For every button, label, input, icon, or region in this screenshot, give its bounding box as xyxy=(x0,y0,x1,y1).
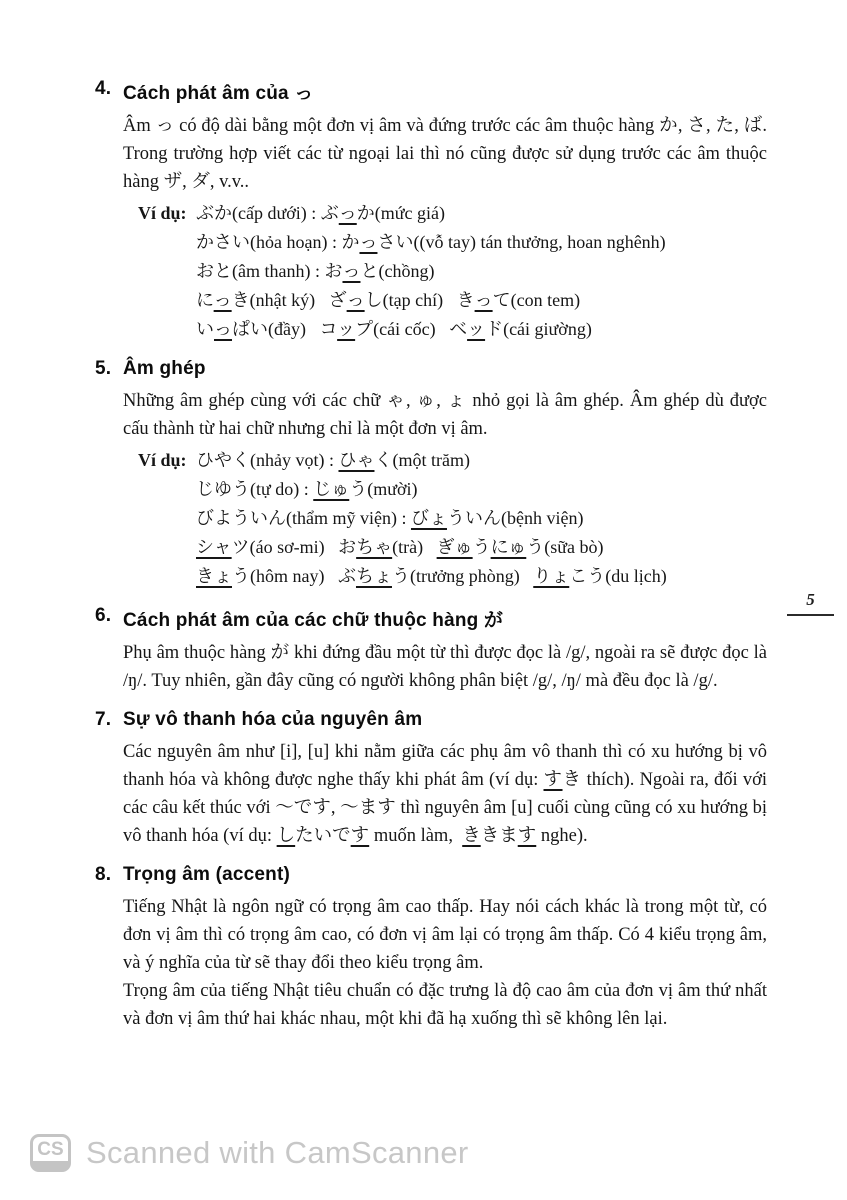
underlined-kana: っ xyxy=(346,290,365,310)
example-label: Ví dụ: xyxy=(138,203,187,223)
section-8 xyxy=(95,864,772,1033)
underlined-kana: き xyxy=(462,826,481,846)
example-line xyxy=(123,315,767,344)
underlined-kana: ッ xyxy=(467,319,486,339)
paragraph xyxy=(123,893,772,977)
section-title: Sự vô thanh hóa của nguyên âm xyxy=(123,709,423,730)
underlined-kana: っ xyxy=(214,319,232,339)
example-line xyxy=(123,533,767,562)
paragraph xyxy=(123,977,772,1033)
section-heading xyxy=(95,709,767,731)
text-segment: し(tạp chí) き xyxy=(364,290,475,310)
text-segment: ういん(bệnh viện) xyxy=(446,508,584,528)
text-segment: う(trưởng phòng) xyxy=(391,566,534,586)
section-6 xyxy=(95,605,772,695)
page-number xyxy=(787,590,834,616)
text-segment: う xyxy=(472,537,491,557)
text-segment: ぱい(đầy) コ xyxy=(232,319,338,339)
text-segment: (trà) xyxy=(392,537,437,557)
section-heading xyxy=(95,864,767,886)
example-text xyxy=(196,533,604,562)
text-segment: き(nhật ký) ざ xyxy=(231,290,347,310)
example-line xyxy=(123,286,767,315)
underlined-kana: っ xyxy=(474,290,493,310)
text-segment: て(con tem) xyxy=(492,290,581,310)
example-line xyxy=(123,257,767,286)
section-title: Cách phát âm của các chữ thuộc hàng が xyxy=(123,610,504,631)
underlined-kana: っ xyxy=(342,261,361,281)
text-segment: か(mức giá) xyxy=(356,203,445,223)
section-number: 5. xyxy=(95,358,112,379)
underlined-kana: っ xyxy=(359,232,378,252)
section-7 xyxy=(95,709,772,850)
text-segment: Tiếng Nhật là ngôn ngữ có trọng âm cao thấp. Hay nói cách khác là trong một từ, có đơn vị âm thì có trọng âm cao, có đơn vị âm lại có trọng âm thấp. Có 4 kiểu trọng âm, và ý nghĩa của từ sẽ thay đổi theo kiểu trọng âm. xyxy=(123,897,772,973)
example-line xyxy=(123,228,767,257)
examples-block xyxy=(123,446,767,591)
underlined-kana: にゅ xyxy=(490,537,527,557)
underlined-kana: っ xyxy=(213,290,232,310)
example-text xyxy=(196,446,470,475)
section-title: Trọng âm (accent) xyxy=(123,864,291,885)
underlined-kana: びょ xyxy=(410,508,447,528)
underlined-kana: じゅ xyxy=(313,479,350,499)
section-number: 7. xyxy=(95,709,112,730)
section-heading xyxy=(95,358,767,380)
text-segment: Âm っ có độ dài bằng một đơn vị âm và đứng trước các âm thuộc hàng か, さ, た, ば. Trong trường hợp viết các từ ngoại lai thì nó cũng được sử dụng trước các âm thuộc hàng ザ, ダ, v.v.. xyxy=(123,116,772,192)
section-body xyxy=(123,639,772,695)
underlined-kana: し xyxy=(276,826,296,846)
underlined-kana: す xyxy=(350,826,370,846)
text-segment: う(sữa bò) xyxy=(526,537,604,557)
underlined-kana: ちゃ xyxy=(356,537,393,557)
text-segment: Những âm ghép cùng với các chữ ゃ, ゅ, ょ nhỏ gọi là âm ghép. Âm ghép dù được cấu thành từ hai chữ nhưng chỉ là một đơn vị âm. xyxy=(123,391,772,439)
camscanner-footer xyxy=(30,1134,469,1172)
text-segment: ツ(áo sơ-mi) お xyxy=(231,537,357,557)
text-segment: Trọng âm của tiếng Nhật tiêu chuẩn có đặc trưng là độ cao âm của đơn vị âm thứ nhất và đơn vị âm thứ hai khác nhau, một khi đã hạ xuống thì sẽ không lên lại. xyxy=(123,981,772,1029)
underlined-kana: ッ xyxy=(337,319,356,339)
example-text xyxy=(196,475,418,504)
underlined-kana: きょ xyxy=(196,566,232,586)
example-text xyxy=(196,257,434,286)
underlined-kana: ちょ xyxy=(355,566,392,586)
camscanner-text: Scanned with CamScanner xyxy=(86,1135,469,1170)
text-segment: い xyxy=(196,319,214,339)
example-text xyxy=(196,504,583,533)
paragraph xyxy=(123,387,772,443)
underlined-kana: ひゃ xyxy=(338,450,375,470)
text-segment: かさい(hỏa hoạn) : か xyxy=(196,232,360,252)
text-segment: おと(âm thanh) : お xyxy=(196,261,343,281)
text-segment: nghe). xyxy=(536,826,588,846)
section-title: Cách phát âm của っ xyxy=(123,83,314,104)
text-segment: きま xyxy=(480,826,518,846)
section-number: 6. xyxy=(95,605,112,626)
text-segment: う(mười) xyxy=(349,479,418,499)
underlined-kana: ぎゅ xyxy=(436,537,473,557)
text-segment: に xyxy=(196,290,214,310)
example-line xyxy=(123,475,767,504)
example-text xyxy=(196,286,580,315)
text-segment: う(hôm nay) ぶ xyxy=(232,566,356,586)
example-line xyxy=(123,446,767,475)
example-text xyxy=(196,199,445,228)
text-segment: Các nguyên âm như [i], [u] khi nằm giữa các phụ âm vô thanh thì có xu hướng bị vô thanh hóa và không được nghe thấy khi phát âm (ví dụ: xyxy=(123,742,772,790)
section-body xyxy=(123,387,772,591)
text-segment: Phụ âm thuộc hàng が khi đứng đầu một từ thì được đọc là /g/, ngoài ra sẽ được đọc là /ŋ/. Tuy nhiên, gần đây cũng có người không phân biệt /g/, /ŋ/ mà đều đọc là /g/. xyxy=(123,643,772,691)
underlined-kana: す xyxy=(517,826,537,846)
camscanner-logo-text: CS xyxy=(37,1139,64,1160)
section-heading xyxy=(95,78,767,105)
paragraph xyxy=(123,112,772,196)
text-segment: く(một trăm) xyxy=(374,450,470,470)
example-text xyxy=(196,562,667,591)
page-number-value: 5 xyxy=(806,590,815,609)
example-text xyxy=(196,315,592,344)
section-5 xyxy=(95,358,772,591)
underlined-kana: りょ xyxy=(533,566,570,586)
paragraph xyxy=(123,639,772,695)
text-segment: ド(cái giường) xyxy=(485,319,592,339)
text-segment: と(chồng) xyxy=(360,261,435,281)
example-line xyxy=(123,562,767,591)
text-segment: ひやく(nhảy vọt) : xyxy=(196,450,339,470)
example-line xyxy=(123,199,767,228)
section-heading xyxy=(95,605,767,632)
section-body xyxy=(123,893,772,1033)
camscanner-logo-icon xyxy=(30,1134,71,1172)
text-segment: じゆう(tự do) : xyxy=(196,479,314,499)
section-4 xyxy=(95,78,772,344)
text-segment: muốn làm, xyxy=(369,826,463,846)
section-number: 8. xyxy=(95,864,112,885)
text-segment: プ(cái cốc) ベ xyxy=(355,319,468,339)
camscanner-logo-strip xyxy=(32,1161,69,1171)
text-segment: さい((vỗ tay) tán thưởng, hoan nghênh) xyxy=(377,232,666,252)
example-text xyxy=(196,228,666,257)
text-segment: びよういん(thẩm mỹ viện) : xyxy=(196,508,411,528)
underlined-kana: っ xyxy=(338,203,357,223)
text-segment: こう(du lịch) xyxy=(569,566,667,586)
underlined-kana: す xyxy=(543,770,563,790)
paragraph xyxy=(123,738,772,850)
example-line xyxy=(123,504,767,533)
examples-block xyxy=(123,199,767,344)
section-title: Âm ghép xyxy=(123,358,206,379)
section-number: 4. xyxy=(95,78,112,99)
section-body xyxy=(123,738,772,850)
text-segment: き thích). Ngoài ra, đối với các câu kết thúc với ～です, ～ます thì nguyên âm [u] cuối cùng cũng có xu hướng bị vô thanh hóa (ví dụ: xyxy=(123,770,772,846)
section-body xyxy=(123,112,772,344)
example-label: Ví dụ: xyxy=(138,450,187,470)
underlined-kana: シャ xyxy=(196,537,232,557)
text-segment: たいで xyxy=(295,826,351,846)
text-segment: ぶか(cấp dưới) : ぶ xyxy=(196,203,339,223)
